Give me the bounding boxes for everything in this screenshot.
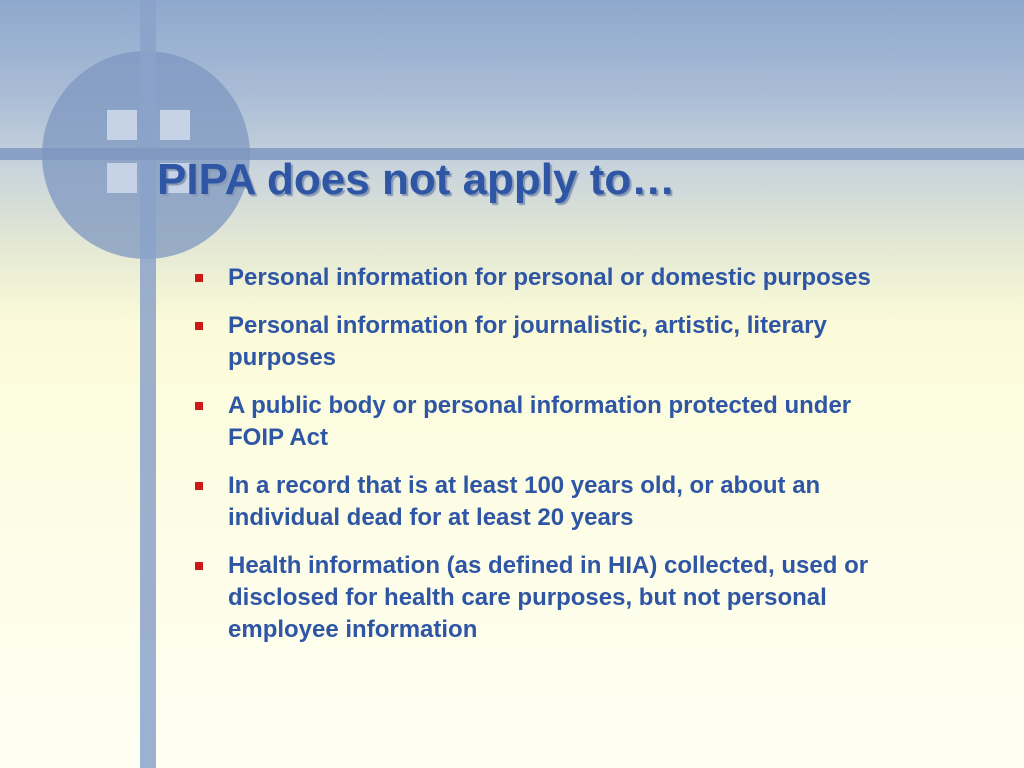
bullet-square-icon (195, 402, 203, 410)
bullet-text: A public body or personal information protected under FOIP Act (228, 392, 852, 451)
decorative-square-top-right (160, 110, 190, 140)
bullet-text: Personal information for personal or domestic purposes (228, 264, 871, 291)
bullet-text: Personal information for journalistic, artistic, literary purposes (228, 312, 827, 371)
bullet-item (190, 470, 890, 534)
bullet-item (190, 310, 890, 374)
bullet-text: In a record that is at least 100 years old, or about an individual dead for at least 20 years (228, 472, 821, 531)
decorative-vertical-bar (140, 0, 156, 768)
bullet-square-icon (195, 482, 203, 490)
bullet-text: Health information (as defined in HIA) collected, used or disclosed for health care purposes, but not personal employee information (228, 552, 869, 643)
decorative-square-bottom-left (107, 163, 137, 193)
slide-title: PIPA does not apply to… (157, 155, 676, 204)
bullet-square-icon (195, 274, 203, 282)
bullet-square-icon (195, 322, 203, 330)
bullet-square-icon (195, 562, 203, 570)
bullet-item (190, 390, 890, 454)
bullet-item (190, 262, 890, 294)
decorative-square-top-left (107, 110, 137, 140)
bullet-item (190, 550, 890, 646)
bullet-list (190, 262, 890, 662)
